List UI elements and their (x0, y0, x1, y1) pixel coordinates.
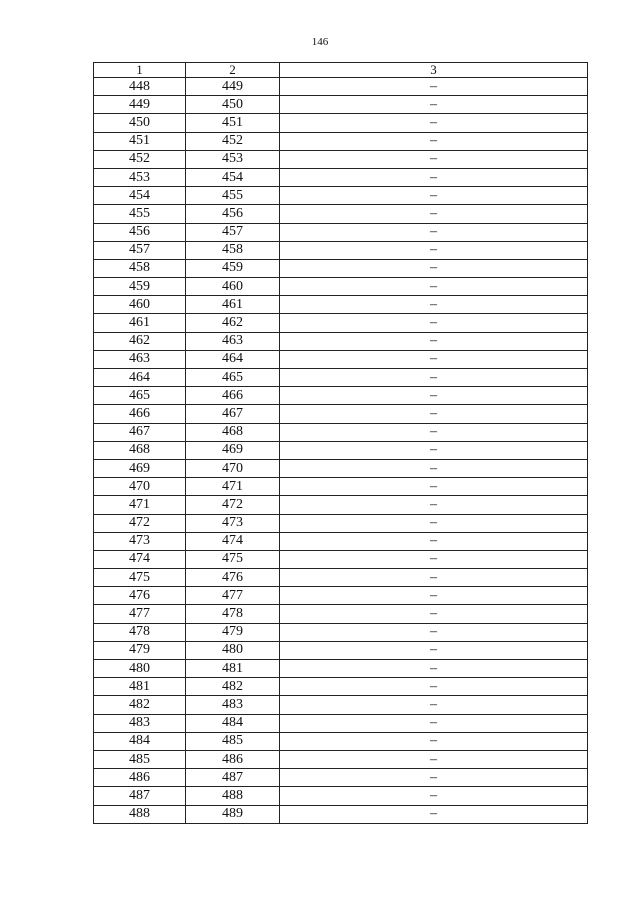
table-cell-col-1: 470 (94, 478, 186, 496)
table-row (94, 714, 588, 732)
table-cell-col-3: – (280, 168, 588, 186)
table-cell-col-3: – (280, 587, 588, 605)
table-cell-col-3: – (280, 132, 588, 150)
table-cell-col-1: 466 (94, 405, 186, 423)
table-cell-col-2: 452 (186, 132, 280, 150)
table-cell-col-3: – (280, 550, 588, 568)
table-cell-col-2: 474 (186, 532, 280, 550)
header-col-2: 2 (186, 63, 280, 78)
table-cell-col-2: 454 (186, 168, 280, 186)
table-cell-col-3: – (280, 805, 588, 823)
table-cell-col-2: 468 (186, 423, 280, 441)
table-cell-col-1: 476 (94, 587, 186, 605)
table-cell-col-2: 459 (186, 259, 280, 277)
table-cell-col-2: 476 (186, 569, 280, 587)
table-cell-col-2: 467 (186, 405, 280, 423)
table-cell-col-3: – (280, 405, 588, 423)
table-header (94, 63, 588, 78)
table-row (94, 405, 588, 423)
table-cell-col-3: – (280, 678, 588, 696)
table-cell-col-2: 473 (186, 514, 280, 532)
page-number: 146 (311, 36, 329, 48)
table-row (94, 805, 588, 823)
table-cell-col-2: 479 (186, 623, 280, 641)
table-cell-col-2: 458 (186, 241, 280, 259)
table-cell-col-3: – (280, 187, 588, 205)
table-cell-col-3: – (280, 569, 588, 587)
table-row (94, 369, 588, 387)
table-cell-col-1: 464 (94, 369, 186, 387)
table-cell-col-3: – (280, 278, 588, 296)
table-cell-col-3: – (280, 641, 588, 659)
table-cell-col-3: – (280, 696, 588, 714)
table-cell-col-1: 480 (94, 660, 186, 678)
table-cell-col-3: – (280, 750, 588, 768)
table-cell-col-2: 451 (186, 114, 280, 132)
table-cell-col-2: 483 (186, 696, 280, 714)
table-cell-col-1: 450 (94, 114, 186, 132)
table-body (94, 78, 588, 824)
table-cell-col-2: 450 (186, 96, 280, 114)
table-cell-col-3: – (280, 496, 588, 514)
table-cell-col-1: 453 (94, 168, 186, 186)
table-row (94, 187, 588, 205)
table-cell-col-2: 453 (186, 150, 280, 168)
table-row (94, 696, 588, 714)
table-cell-col-2: 456 (186, 205, 280, 223)
table-row (94, 259, 588, 277)
table-row (94, 114, 588, 132)
table-row (94, 205, 588, 223)
table-row (94, 332, 588, 350)
table-row (94, 605, 588, 623)
table-row (94, 732, 588, 750)
table-cell-col-2: 472 (186, 496, 280, 514)
table-cell-col-1: 483 (94, 714, 186, 732)
table-cell-col-1: 478 (94, 623, 186, 641)
table-row (94, 623, 588, 641)
table-cell-col-1: 487 (94, 787, 186, 805)
table-cell-col-2: 489 (186, 805, 280, 823)
table-cell-col-1: 449 (94, 96, 186, 114)
table-cell-col-3: – (280, 78, 588, 96)
table-cell-col-2: 460 (186, 278, 280, 296)
table-cell-col-1: 456 (94, 223, 186, 241)
table-cell-col-2: 462 (186, 314, 280, 332)
table-cell-col-2: 457 (186, 223, 280, 241)
table-cell-col-1: 469 (94, 459, 186, 477)
table-cell-col-1: 455 (94, 205, 186, 223)
table-cell-col-1: 488 (94, 805, 186, 823)
table-cell-col-3: – (280, 223, 588, 241)
table-row (94, 660, 588, 678)
table-cell-col-3: – (280, 296, 588, 314)
table-row (94, 441, 588, 459)
table-cell-col-3: – (280, 259, 588, 277)
table-cell-col-3: – (280, 96, 588, 114)
table-cell-col-1: 475 (94, 569, 186, 587)
table-row (94, 132, 588, 150)
table-cell-col-1: 459 (94, 278, 186, 296)
table-cell-col-3: – (280, 441, 588, 459)
table-row (94, 459, 588, 477)
table-row (94, 241, 588, 259)
table-cell-col-2: 461 (186, 296, 280, 314)
table-cell-col-3: – (280, 150, 588, 168)
table-cell-col-3: – (280, 241, 588, 259)
table-cell-col-2: 475 (186, 550, 280, 568)
table-cell-col-3: – (280, 732, 588, 750)
table-cell-col-2: 466 (186, 387, 280, 405)
table-cell-col-3: – (280, 350, 588, 368)
table-cell-col-2: 484 (186, 714, 280, 732)
table-cell-col-1: 471 (94, 496, 186, 514)
header-row (94, 63, 588, 78)
table-row (94, 387, 588, 405)
table-cell-col-1: 460 (94, 296, 186, 314)
table-row (94, 641, 588, 659)
table-cell-col-1: 461 (94, 314, 186, 332)
table-row (94, 569, 588, 587)
table-cell-col-1: 482 (94, 696, 186, 714)
table-row (94, 587, 588, 605)
table-cell-col-2: 487 (186, 769, 280, 787)
table-cell-col-3: – (280, 660, 588, 678)
table-row (94, 78, 588, 96)
table-row (94, 278, 588, 296)
table-cell-col-3: – (280, 769, 588, 787)
data-table (93, 62, 588, 824)
table-cell-col-2: 471 (186, 478, 280, 496)
table-cell-col-2: 481 (186, 660, 280, 678)
table-cell-col-1: 448 (94, 78, 186, 96)
table-row (94, 223, 588, 241)
table-cell-col-3: – (280, 332, 588, 350)
table-cell-col-1: 454 (94, 187, 186, 205)
table-cell-col-1: 457 (94, 241, 186, 259)
table-cell-col-3: – (280, 314, 588, 332)
table-cell-col-3: – (280, 787, 588, 805)
table-row (94, 787, 588, 805)
table-row (94, 550, 588, 568)
table-cell-col-3: – (280, 423, 588, 441)
table-cell-col-2: 477 (186, 587, 280, 605)
table-cell-col-2: 485 (186, 732, 280, 750)
table-cell-col-3: – (280, 459, 588, 477)
table-cell-col-1: 474 (94, 550, 186, 568)
table-cell-col-2: 486 (186, 750, 280, 768)
table-cell-col-1: 477 (94, 605, 186, 623)
table-cell-col-1: 485 (94, 750, 186, 768)
table-cell-col-1: 472 (94, 514, 186, 532)
table-cell-col-3: – (280, 369, 588, 387)
table-cell-col-3: – (280, 114, 588, 132)
table-row (94, 496, 588, 514)
table-row (94, 769, 588, 787)
table-row (94, 150, 588, 168)
table-cell-col-2: 480 (186, 641, 280, 659)
table-cell-col-1: 458 (94, 259, 186, 277)
table-cell-col-1: 452 (94, 150, 186, 168)
table-cell-col-1: 467 (94, 423, 186, 441)
table-row (94, 168, 588, 186)
table-cell-col-2: 488 (186, 787, 280, 805)
table-cell-col-1: 468 (94, 441, 186, 459)
header-col-1: 1 (94, 63, 186, 78)
table-cell-col-3: – (280, 478, 588, 496)
table-row (94, 532, 588, 550)
table-cell-col-2: 449 (186, 78, 280, 96)
table-cell-col-1: 465 (94, 387, 186, 405)
table-cell-col-3: – (280, 605, 588, 623)
table-cell-col-2: 478 (186, 605, 280, 623)
table-cell-col-1: 481 (94, 678, 186, 696)
table-cell-col-3: – (280, 387, 588, 405)
table-row (94, 478, 588, 496)
table-cell-col-2: 469 (186, 441, 280, 459)
table-cell-col-3: – (280, 623, 588, 641)
table-cell-col-1: 473 (94, 532, 186, 550)
table-row (94, 314, 588, 332)
table-row (94, 296, 588, 314)
table-cell-col-3: – (280, 205, 588, 223)
table-row (94, 514, 588, 532)
table-cell-col-3: – (280, 514, 588, 532)
table-cell-col-1: 462 (94, 332, 186, 350)
table-cell-col-2: 482 (186, 678, 280, 696)
table-row (94, 423, 588, 441)
table-cell-col-2: 465 (186, 369, 280, 387)
table-cell-col-3: – (280, 714, 588, 732)
table-row (94, 678, 588, 696)
table-row (94, 750, 588, 768)
table-cell-col-1: 484 (94, 732, 186, 750)
table-cell-col-1: 479 (94, 641, 186, 659)
table-cell-col-2: 463 (186, 332, 280, 350)
table-cell-col-2: 464 (186, 350, 280, 368)
table-row (94, 350, 588, 368)
table-cell-col-1: 486 (94, 769, 186, 787)
table-cell-col-3: – (280, 532, 588, 550)
table-cell-col-2: 455 (186, 187, 280, 205)
table-row (94, 96, 588, 114)
table-cell-col-1: 451 (94, 132, 186, 150)
table-cell-col-1: 463 (94, 350, 186, 368)
table-cell-col-2: 470 (186, 459, 280, 477)
header-col-3: 3 (280, 63, 588, 78)
